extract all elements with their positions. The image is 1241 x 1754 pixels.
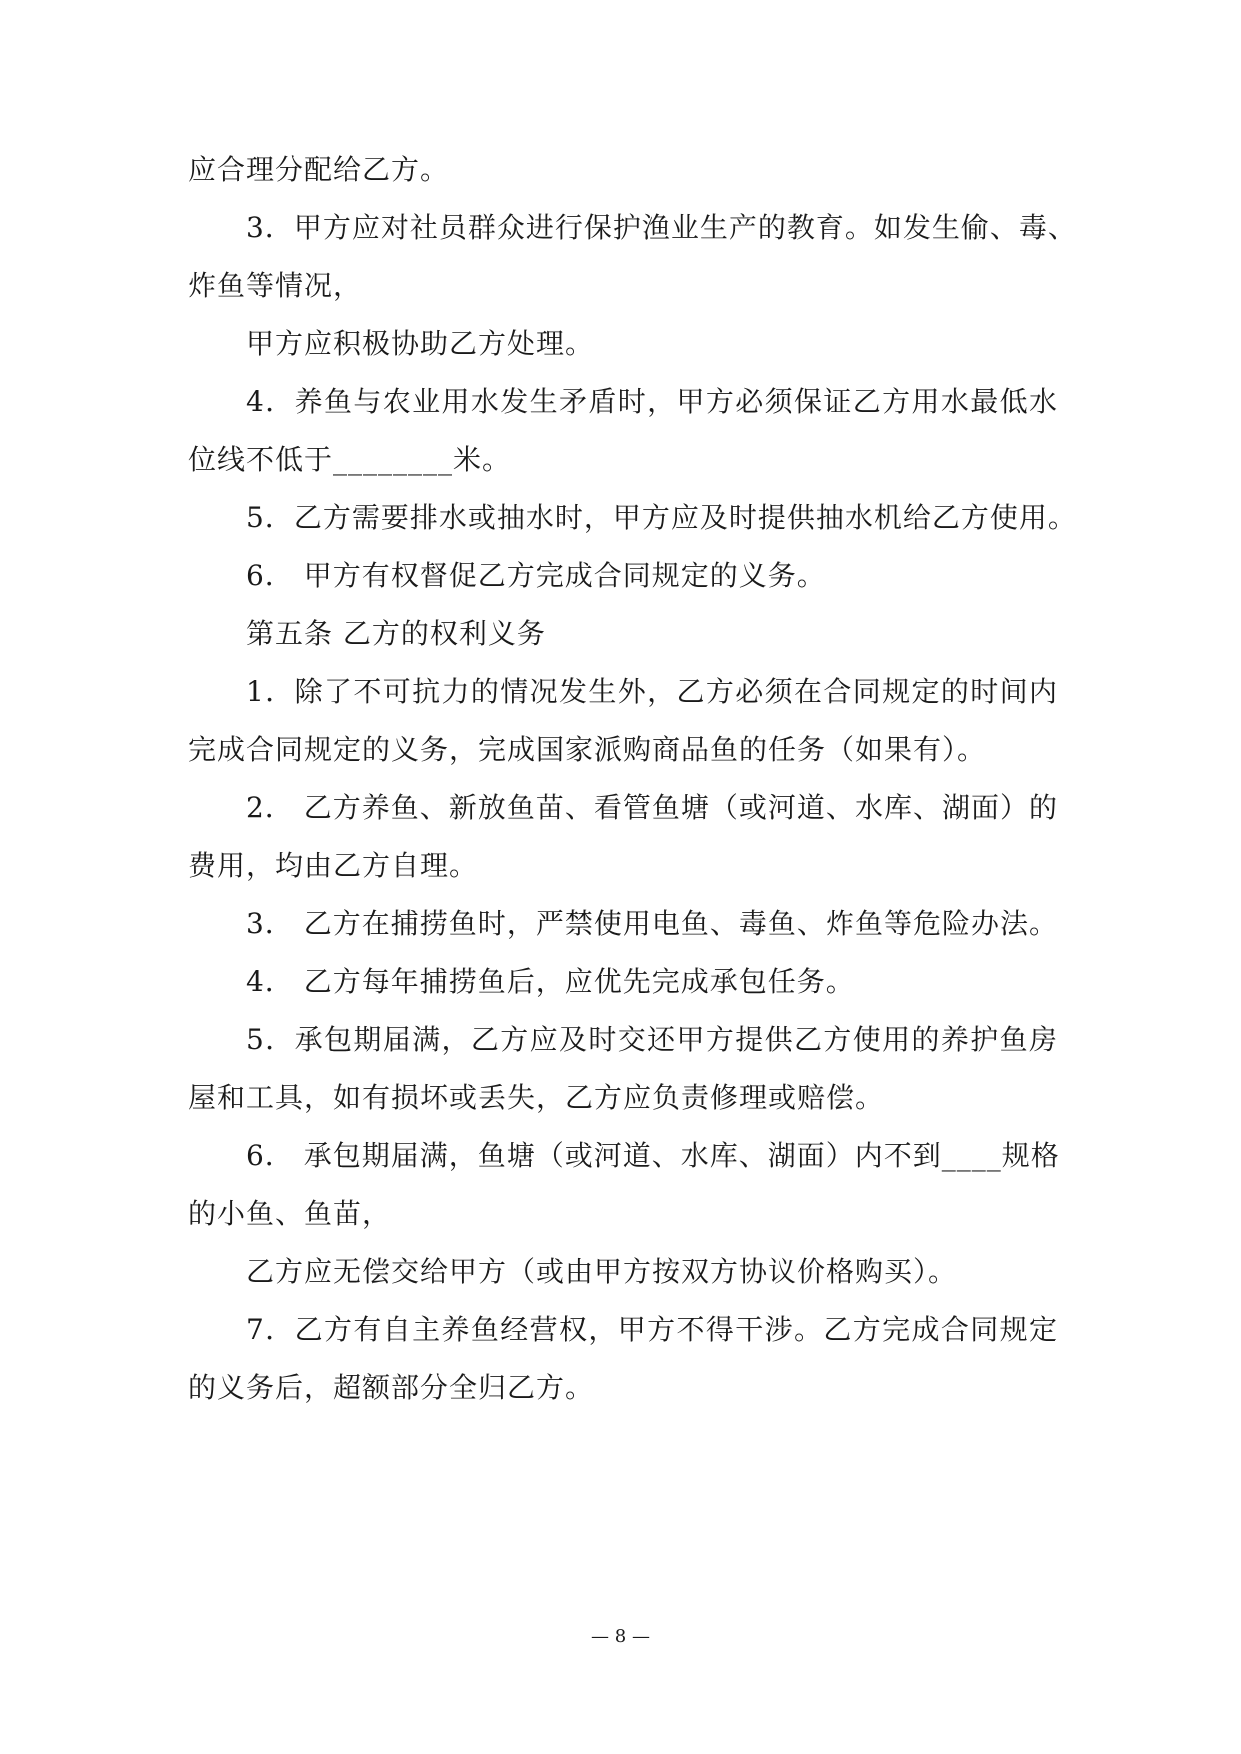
text-line: 6． 承包期届满，鱼塘（或河道、水库、湖面）内不到____规格 <box>246 1139 1060 1172</box>
text-line: 4． 乙方每年捕捞鱼后，应优先完成承包任务。 <box>246 965 855 998</box>
text-line: 2． 乙方养鱼、新放鱼苗、看管鱼塘（或河道、水库、湖面）的 <box>246 791 1058 824</box>
text-line: 炸鱼等情况， <box>188 269 363 302</box>
text-line: 3．甲方应对社员群众进行保护渔业生产的教育。如发生偷、毒、 <box>246 211 1077 244</box>
text-line: 完成合同规定的义务，完成国家派购商品鱼的任务（如果有）。 <box>188 733 987 766</box>
section-heading: 第五条 乙方的权利义务 <box>246 617 546 650</box>
text-line: 屋和工具，如有损坏或丢失，乙方应负责修理或赔偿。 <box>188 1081 885 1114</box>
page-number: — 8 — <box>591 1626 650 1647</box>
text-line: 4．养鱼与农业用水发生矛盾时，甲方必须保证乙方用水最低水 <box>246 385 1058 418</box>
text-line: 7．乙方有自主养鱼经营权，甲方不得干涉。乙方完成合同规定 <box>246 1313 1058 1346</box>
text-line: 5．乙方需要排水或抽水时，甲方应及时提供抽水机给乙方使用。 <box>246 501 1077 534</box>
text-line: 5．承包期届满，乙方应及时交还甲方提供乙方使用的养护鱼房 <box>246 1023 1058 1056</box>
text-line: 6． 甲方有权督促乙方完成合同规定的义务。 <box>246 559 826 592</box>
text-line: 乙方应无偿交给甲方（或由甲方按双方协议价格购买）。 <box>246 1255 958 1288</box>
text-line: 甲方应积极协助乙方处理。 <box>246 327 595 360</box>
text-line: 位线不低于________米。 <box>188 443 512 476</box>
text-line: 1．除了不可抗力的情况发生外，乙方必须在合同规定的时间内 <box>246 675 1058 708</box>
text-line: 的小鱼、鱼苗， <box>188 1197 392 1230</box>
text-line: 应合理分配给乙方。 <box>188 153 450 186</box>
text-line: 费用，均由乙方自理。 <box>188 849 479 882</box>
text-line: 3． 乙方在捕捞鱼时，严禁使用电鱼、毒鱼、炸鱼等危险办法。 <box>246 907 1058 940</box>
text-line: 的义务后，超额部分全归乙方。 <box>188 1371 595 1404</box>
